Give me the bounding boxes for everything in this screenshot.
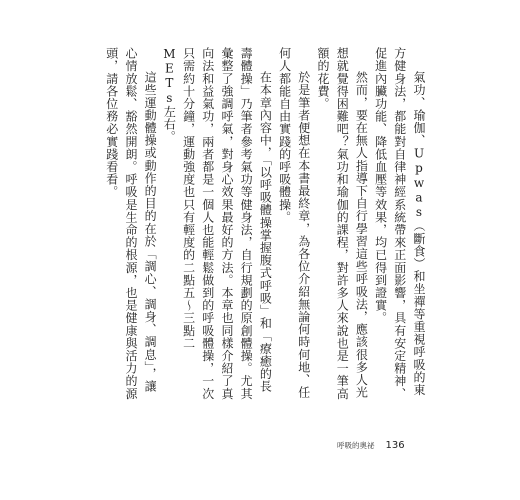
paragraph-1: 氣功、瑜伽、Upwas（斷食）和坐禪等重視呼吸的東方健身法，都能對自律神經系統帶來正面影響，具有安定精神、促進內臟功能、降低血壓等效果，均已得到證實。 bbox=[373, 47, 426, 400]
running-head: 呼吸的奧祕 bbox=[337, 441, 375, 450]
paragraph-2: 然而，要在無人指導下自行學習這些呼吸法，應該很多人光想就覺得困難吧？氣功和瑜伽的課程，對許多人來說也是一筆高額的花費。 bbox=[315, 47, 369, 400]
paragraph-4: 在本章內容中，「以呼吸體操掌握腹式呼吸」和「療癒的長壽體操」乃筆者參考氣功等健身法，自行規劃的原創體操。尤其彙整了強調呼氣，對身心效果最好的方法。本章也同樣介紹了真向法和益氣功，兩者都是一個人也能輕鬆做到的呼吸體操，一次只需約十分鐘，運動強度也只有輕度的二點五〜三點二METs左右。 bbox=[162, 47, 273, 400]
page-number: 136 bbox=[385, 440, 405, 451]
body-text bbox=[102, 47, 428, 403]
paragraph-5: 這些運動體操或動作的目的在於「調心、調身、調息」，讓心情放鬆、豁然開朗。呼吸是生命的根源，也是健康與活力的源頭，請各位務必實踐看看。 bbox=[104, 47, 158, 400]
paragraph-3: 於是筆者便想在本書最終章，為各位介紹無論何時何地、任何人都能自由實踐的呼吸體操。 bbox=[277, 47, 311, 399]
page-footer bbox=[337, 440, 405, 451]
